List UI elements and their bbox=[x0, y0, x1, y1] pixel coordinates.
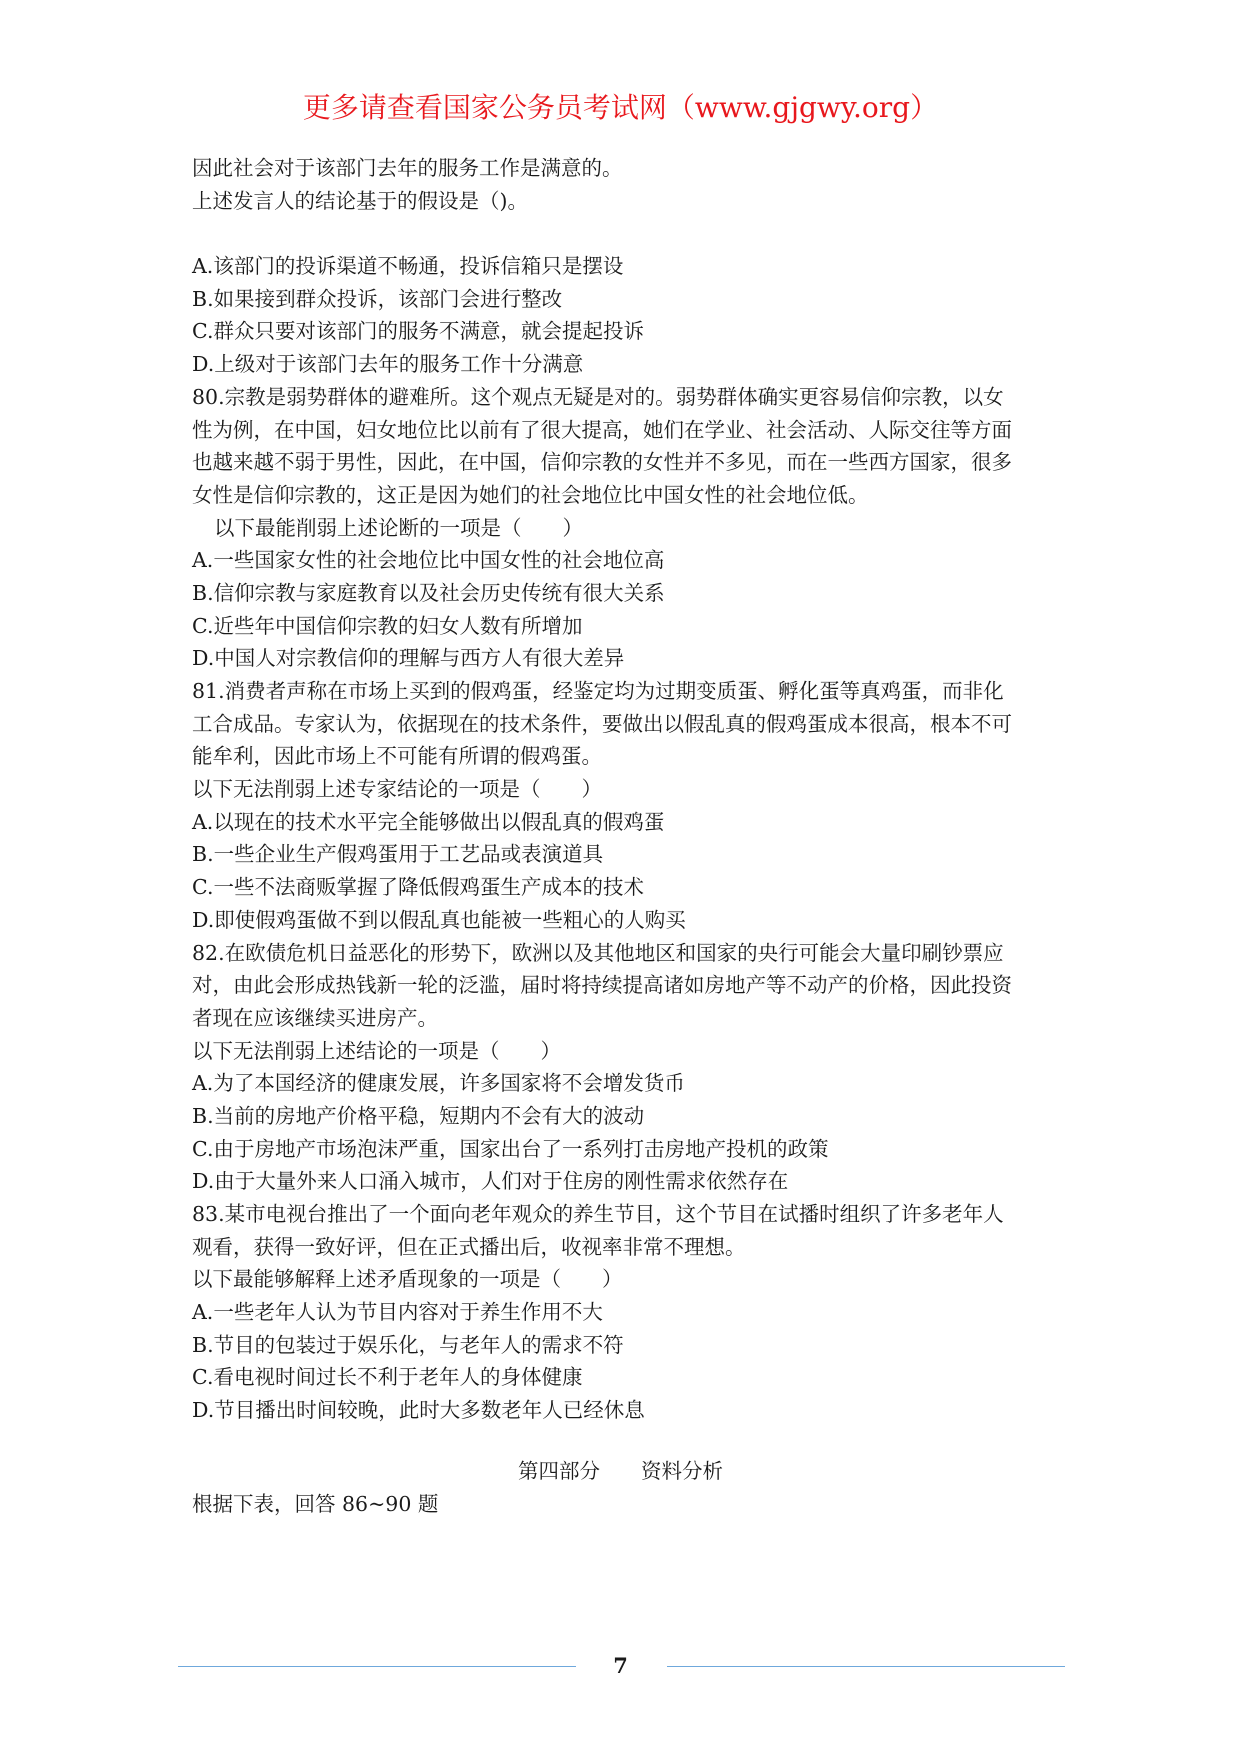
text-line: A.为了本国经济的健康发展，许多国家将不会增发货币 bbox=[192, 1071, 685, 1096]
text-line: C.看电视时间过长不利于老年人的身体健康 bbox=[192, 1365, 583, 1390]
text-line: A.以现在的技术水平完全能够做出以假乱真的假鸡蛋 bbox=[192, 809, 665, 834]
text-line: 以下最能削弱上述论断的一项是（ ） bbox=[214, 515, 583, 540]
text-line: 82.在欧债危机日益恶化的形势下，欧洲以及其他地区和国家的央行可能会大量印刷钞票应 bbox=[192, 940, 1004, 965]
text-line: D.由于大量外来人口涌入城市，人们对于住房的刚性需求依然存在 bbox=[192, 1169, 789, 1194]
text-line: D.中国人对宗教信仰的理解与西方人有很大差异 bbox=[192, 646, 625, 671]
text-line: D.即使假鸡蛋做不到以假乱真也能被一些粗心的人购买 bbox=[192, 907, 686, 932]
text-line: 对，由此会形成热钱新一轮的泛滥，届时将持续提高诸如房地产等不动产的价格，因此投资 bbox=[192, 973, 1012, 998]
text-line: D.上级对于该部门去年的服务工作十分满意 bbox=[192, 352, 584, 377]
text-line: C.近些年中国信仰宗教的妇女人数有所增加 bbox=[192, 613, 583, 638]
text-line: 工合成品。专家认为，依据现在的技术条件，要做出以假乱真的假鸡蛋成本很高，根本不可 bbox=[192, 711, 1012, 736]
text-line: 80.宗教是弱势群体的避难所。这个观点无疑是对的。弱势群体确实更容易信仰宗教，以女 bbox=[192, 384, 1004, 409]
text-line: 以下最能够解释上述矛盾现象的一项是（ ） bbox=[192, 1267, 623, 1292]
text-line: B.一些企业生产假鸡蛋用于工艺品或表演道具 bbox=[192, 842, 604, 867]
text-line: 者现在应该继续买进房产。 bbox=[192, 1005, 438, 1030]
text-line: 81.消费者声称在市场上买到的假鸡蛋，经鉴定均为过期变质蛋、孵化蛋等真鸡蛋，而非化 bbox=[192, 679, 1004, 703]
page-number: 7 bbox=[613, 1653, 628, 1678]
text-line: 性为例，在中国，妇女地位比以前有了很大提高，她们在学业、社会活动、人际交往等方面 bbox=[192, 417, 1012, 442]
question-body bbox=[192, 152, 1072, 1427]
text-line: B.当前的房地产价格平稳，短期内不会有大的波动 bbox=[192, 1103, 645, 1128]
site-header: 更多请查看国家公务员考试网（www.gjgwy.org） bbox=[302, 91, 939, 124]
text-line: 也越来越不弱于男性，因此，在中国，信仰宗教的女性并不多见，而在一些西方国家，很多 bbox=[192, 450, 1012, 475]
text-line: B.节目的包装过于娱乐化，与老年人的需求不符 bbox=[192, 1332, 624, 1357]
text-line: 83.某市电视台推出了一个面向老年观众的养生节目，这个节目在试播时组织了许多老年人 bbox=[192, 1202, 1004, 1226]
text-line: 以下无法削弱上述专家结论的一项是（ ） bbox=[192, 777, 602, 802]
text-line: 能牟利，因此市场上不可能有所谓的假鸡蛋。 bbox=[192, 744, 602, 769]
section-intro: 根据下表，回答 86~90 题 bbox=[192, 1492, 439, 1516]
text-line: C.一些不法商贩掌握了降低假鸡蛋生产成本的技术 bbox=[192, 875, 644, 900]
text-line: 观看，获得一致好评，但在正式播出后，收视率非常不理想。 bbox=[192, 1234, 746, 1259]
text-line: C.由于房地产市场泡沫严重，国家出台了一系列打击房地产投机的政策 bbox=[192, 1136, 829, 1161]
text-line: D.节目播出时间较晚，此时大多数老年人已经休息 bbox=[192, 1398, 645, 1423]
section-title: 第四部分 资料分析 bbox=[518, 1459, 723, 1483]
text-line: 女性是信仰宗教的，这正是因为她们的社会地位比中国女性的社会地位低。 bbox=[192, 482, 869, 507]
text-line: 以下无法削弱上述结论的一项是（ ） bbox=[192, 1038, 561, 1063]
text-line: 因此社会对于该部门去年的服务工作是满意的。 bbox=[192, 156, 623, 180]
text-line: 上述发言人的结论基于的假设是（)。 bbox=[192, 188, 528, 213]
text-line: C.群众只要对该部门的服务不满意，就会提起投诉 bbox=[192, 319, 644, 344]
text-line: A.一些老年人认为节目内容对于养生作用不大 bbox=[192, 1300, 603, 1325]
text-line bbox=[192, 217, 1072, 250]
text-line: A.一些国家女性的社会地位比中国女性的社会地位高 bbox=[192, 548, 665, 573]
text-line: A.该部门的投诉渠道不畅通，投诉信箱只是摆设 bbox=[192, 254, 624, 279]
footer-rule-right bbox=[667, 1666, 1065, 1667]
text-line: B.如果接到群众投诉，该部门会进行整改 bbox=[192, 286, 563, 311]
text-line: B.信仰宗教与家庭教育以及社会历史传统有很大关系 bbox=[192, 580, 665, 605]
